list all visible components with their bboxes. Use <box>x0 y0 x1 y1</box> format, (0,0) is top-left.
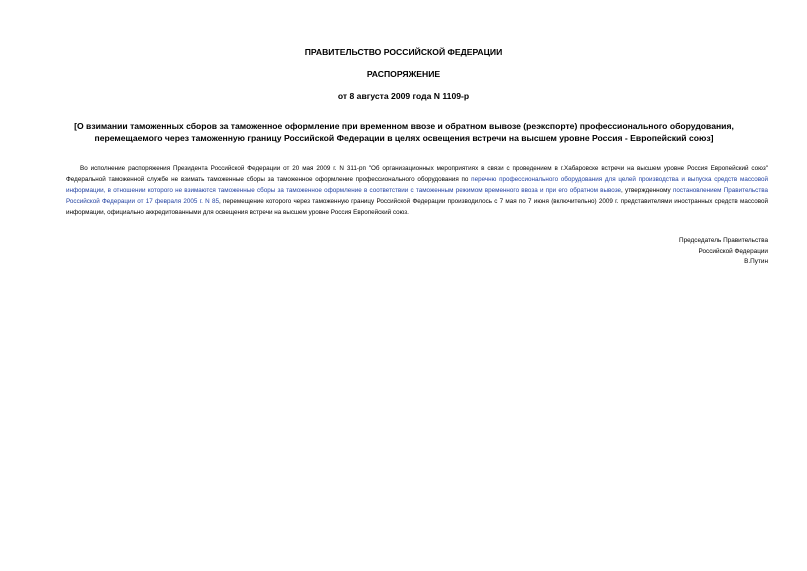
government-decree-link[interactable]: постановлением Правительства Российской Федерации от 17 февраля 2005 г. N 85 <box>66 186 768 205</box>
equipment-list-link[interactable]: перечню профессионального оборудования для целей производства и выпуска средств массовой информации, в отношении которого не взимаются таможенные сборы за таможенное оформление в соответствии с таможенным режимом временного ввоза и при его обратном вывозе <box>66 175 769 194</box>
document-type-heading: РАСПОРЯЖЕНИЕ <box>366 69 441 79</box>
signature-block <box>679 236 768 268</box>
body-text-part-1: Во исполнение распоряжения Президента Российской Федерации от 20 мая 2009 г. N 311-рп "Об организационных мероприятиях в связи с проведением в г.Хабаровске встречи на высшем уровне Россия Европейский союз" Федеральной таможенной службе не взимать таможенные сборы за таможенное оформление профессионального оборудования по <box>66 165 768 183</box>
government-heading: ПРАВИТЕЛЬСТВО РОССИЙСКОЙ ФЕДЕРАЦИИ <box>304 47 503 57</box>
signature-organization: Российской Федерации <box>698 247 768 255</box>
body-paragraph <box>66 164 768 219</box>
signature-name: В.Путин <box>744 258 768 266</box>
body-text-part-2: , утвержденному <box>621 186 671 194</box>
document-title <box>66 121 742 144</box>
title-line-1: [О взимании таможенных сборов за таможенное оформление при временном ввозе и обратном вывозе (реэкспорте) профессионального оборудования, <box>74 121 734 131</box>
body-text-part-3: , перемещение которого через таможенную границу Российской Федерации производилось с 7 мая по 7 июня (включительно) 2009 г. представителями иностранных средств массовой информации, официально аккредитованными для освещения встречи на высшем уровне Россия Европейский союз. <box>66 197 768 216</box>
date-number-heading: от 8 августа 2009 года N 1109-р <box>337 91 470 101</box>
title-line-2: перемещаемого через таможенную границу Российской Федерации в целях освещения встречи на высшем уровне Россия - Европейский союз] <box>94 132 714 143</box>
signature-position: Председатель Правительства <box>679 237 768 244</box>
